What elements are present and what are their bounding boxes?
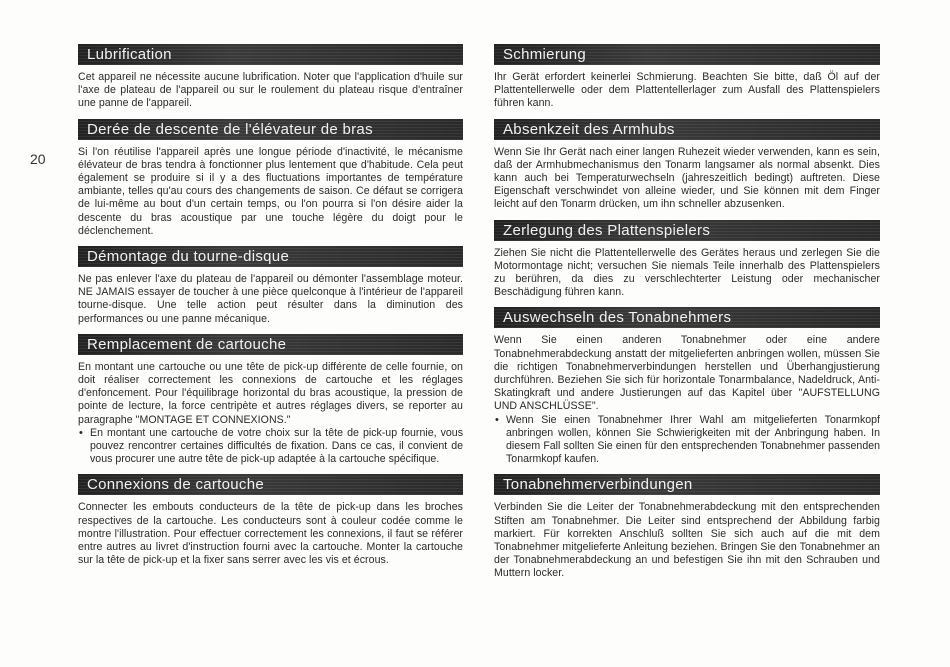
- bullet-list: [78, 427, 463, 467]
- section-heading: Absenkzeit des Armhubs: [494, 119, 880, 140]
- section-body: Ne pas enlever l'axe du plateau de l'appareil ou démonter l'assemblage moteur. NE JAMAIS essayer de toucher à une pièce quelconque à l'intérieur de l'appareil tourne-disque. Une telle action peut résulter dans la diminution des performances ou une panne mécanique.: [78, 273, 463, 325]
- bullet-list: [494, 414, 880, 467]
- section-heading: Zerlegung des Plattenspielers: [494, 220, 880, 241]
- bullet-item: • En montant une cartouche de votre choix sur la tête de pick-up fournie, vous pouvez rencontrer certaines difficultés de fixation. Dans ce cas, il convient de vous procurer une autre tête de pick-up adaptée à la cartouche spécifique.: [78, 427, 463, 467]
- section-body: Verbinden Sie die Leiter der Tonabnehmerabdeckung mit den entsprechenden Stiften am Tonabnehmer. Die Leiter sind entsprechend der Abbildung farbig markiert. Für korrekten Anschluß sollten Sie sich auch auf die mit dem Tonabnehmer mitgelieferte Anleitung beziehen. Bringen Sie den Tonabnehmer an der Tonabnehmerabdeckung an und befestigen Sie ihn mit den Schrauben und Muttern locker.: [494, 501, 880, 580]
- german-column: [494, 44, 880, 581]
- section-heading: Démontage du tourne-disque: [78, 246, 463, 267]
- section-schmierung: [494, 44, 880, 111]
- section-heading: Auswechseln des Tonabnehmers: [494, 307, 880, 328]
- section-heading: Connexions de cartouche: [78, 474, 463, 495]
- section-absenkzeit: [494, 119, 880, 212]
- section-body: Connecter les embouts conducteurs de la tête de pick-up dans les broches respectives de la cartouche. Les conducteurs sont à couleur codée comme le montre l'illustration. Pour effectuer correctement les connexions, il faut se référer entre autres au livret d'instruction fourni avec la cartouche. Monter la cartouche sur la tête de pick-up et la fixer sans serrer avec les vis et écrous.: [78, 501, 463, 567]
- section-body: Ihr Gerät erfordert keinerlei Schmierung. Beachten Sie bitte, daß Öl auf der Plattentellerwelle oder dem Plattentellerlager zum Ausfall des Plattenspielers führen kann.: [494, 71, 880, 110]
- section-descente-elevateur: [78, 119, 463, 238]
- section-remplacement-cartouche: [78, 334, 463, 467]
- section-body: Si l'on réutilise l'appareil après une longue période d'inactivité, le mécanisme élévateur de bras tendra à fonctionner plus lentement que d'habitude. Cela peut également se produire si il y a des fluctuations importantes de température ambiante, telles qu'au cours des changements de saison. Ce défaut se corrigera de lui-même au bout d'un certain temps, ou l'on pourra si l'on désire aider la descente du bras acoustique par une touche légère du doigt pour le déclenchement.: [78, 145, 463, 237]
- section-body: Wenn Sie Ihr Gerät nach einer langen Ruhezeit wieder verwenden, kann es sein, daß der Armhubmechanismus den Tonarm langsamer als normal absenkt. Dies kann auch bei Temperaturwechseln (jahreszeitlich bedingt) auftreten. Diese Eigenschaft verschwindet von alleine wieder, und Sie können mit dem Finger leicht auf den Tonarm drücken, um ihn schneller abzusenken.: [494, 145, 880, 211]
- french-column: [78, 44, 463, 567]
- section-zerlegung: [494, 220, 880, 300]
- page-number: 20: [30, 151, 46, 167]
- bullet-item: • Wenn Sie einen Tonabnehmer Ihrer Wahl am mitgelieferten Tonarmkopf anbringen wollen, können Sie Schwierigkeiten mit der Anbringung haben. In diesem Fall sollten Sie einen für den entsprechenden Tonabnehmer passenden Tonarmkopf kaufen.: [494, 414, 880, 467]
- section-heading: Remplacement de cartouche: [78, 334, 463, 355]
- section-demontage: [78, 246, 463, 326]
- section-body: Ziehen Sie nicht die Plattentellerwelle des Gerätes heraus und zerlegen Sie die Motormontage nicht; versuchen Sie niemals Teile innerhalb des Plattenspielers zu berühren, da dies zu verschlechterter Leistung oder mechanischer Beschädigung führen kann.: [494, 246, 880, 299]
- section-tonabnehmerverbindungen: [494, 474, 880, 580]
- section-heading: Tonabnehmerverbindungen: [494, 474, 880, 495]
- section-heading: Derée de descente de l'élévateur de bras: [78, 119, 463, 140]
- section-lubrification: [78, 44, 463, 111]
- section-auswechseln: [494, 307, 880, 466]
- section-body: Cet appareil ne nécessite aucune lubrification. Noter que l'application d'huile sur l'axe de plateau de l'appareil ou sur le roulement du plateau risque d'entraîner une panne de l'appareil.: [78, 71, 463, 110]
- section-heading: Schmierung: [494, 44, 880, 65]
- section-body: En montant une cartouche ou une tête de pick-up différente de celle fournie, on doit réaliser correctement les connexions de cartouche et les réglages d'enfoncement. Pour l'équilibrage horizontal du bras acoustique, la pression de pointe de lecture, la force centripète et autres réglages divers, se reporter au paragraphe "MONTAGE ET CONNEXIONS.": [78, 360, 463, 426]
- section-heading: Lubrification: [78, 44, 463, 65]
- section-connexions-cartouche: [78, 474, 463, 567]
- section-body: Wenn Sie einen anderen Tonabnehmer oder eine andere Tonabnehmerabdeckung anstatt der mitgelieferten anbringen wollen, müssen Sie die richtigen Tonabnehmerverbindungen herstellen und Überhangjustierung durchführen. Beziehen Sie sich für horizontale Tonarmbalance, Nadeldruck, Anti-Skatingkraft und andere Justierungen auf das Kapitel über "AUFSTELLUNG UND ANSCHLÜSSE".: [494, 334, 880, 413]
